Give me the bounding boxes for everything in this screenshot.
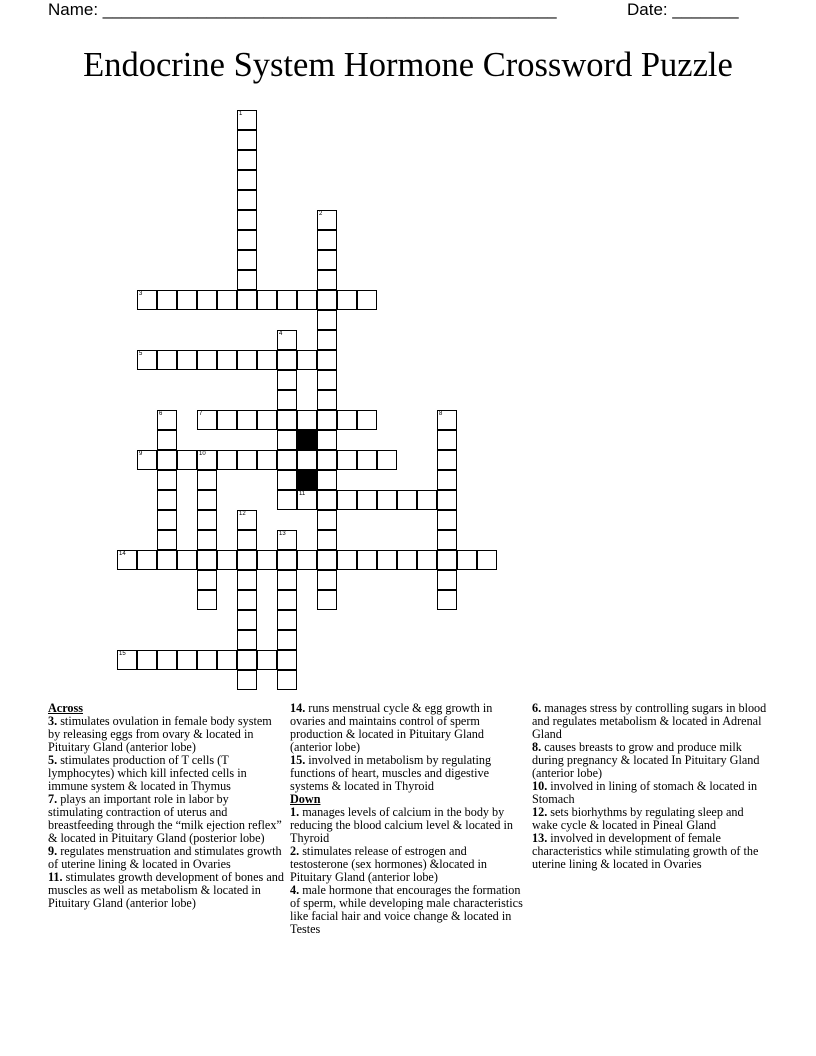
clue-down-4 [290, 884, 526, 936]
grid-cell[interactable] [277, 530, 297, 550]
grid-cell[interactable] [277, 590, 297, 610]
grid-cell[interactable] [197, 470, 217, 490]
grid-cell[interactable] [157, 430, 177, 450]
clue-number: 2. [290, 844, 300, 858]
grid-cell[interactable] [437, 450, 457, 470]
clue-number-label: 12 [239, 511, 246, 517]
clue-column-1 [48, 702, 284, 910]
grid-cell[interactable] [317, 250, 337, 270]
grid-cell[interactable] [137, 650, 157, 670]
grid-cell[interactable] [277, 550, 297, 570]
grid-cell[interactable] [177, 290, 197, 310]
grid-cell[interactable] [357, 410, 377, 430]
grid-cell[interactable] [277, 330, 297, 350]
grid-cell[interactable] [237, 630, 257, 650]
grid-cell[interactable] [197, 490, 217, 510]
grid-cell[interactable] [277, 470, 297, 490]
grid-cell[interactable] [257, 410, 277, 430]
grid-cell[interactable] [317, 330, 337, 350]
grid-cell[interactable] [377, 450, 397, 470]
grid-cell[interactable] [237, 410, 257, 430]
clue-number: 11. [48, 870, 63, 884]
grid-black-cell [297, 470, 317, 490]
grid-cell[interactable] [317, 530, 337, 550]
grid-cell[interactable] [437, 490, 457, 510]
grid-cell[interactable] [257, 450, 277, 470]
grid-cell[interactable] [137, 290, 157, 310]
clue-text: plays an important role in labor by stimulating contraction of uterus and breastfeeding through the “milk ejection reflex” & located in Pituitary Gland (posterior lobe) [48, 792, 282, 845]
grid-cell[interactable] [317, 290, 337, 310]
clue-number-label: 4 [279, 331, 283, 337]
grid-cell[interactable] [237, 670, 257, 690]
clue-down-13 [532, 832, 768, 871]
grid-cell[interactable] [137, 450, 157, 470]
clue-number: 10. [532, 779, 548, 793]
grid-cell[interactable] [157, 410, 177, 430]
grid-cell[interactable] [237, 250, 257, 270]
clue-number: 7. [48, 792, 58, 806]
clue-number-label: 3 [139, 291, 143, 297]
grid-cell[interactable] [317, 490, 337, 510]
clue-number-label: 8 [439, 411, 443, 417]
clue-number: 3. [48, 714, 58, 728]
grid-cell[interactable] [317, 390, 337, 410]
clue-number: 13. [532, 831, 548, 845]
grid-cell[interactable] [337, 490, 357, 510]
grid-cell[interactable] [397, 490, 417, 510]
grid-cell[interactable] [337, 550, 357, 570]
grid-cell[interactable] [417, 490, 437, 510]
clue-number-label: 13 [279, 531, 286, 537]
grid-cell[interactable] [437, 510, 457, 530]
grid-cell[interactable] [297, 450, 317, 470]
clue-text: stimulates release of estrogen and testosterone (sex hormones) &located in Pituitary Gland (anterior lobe) [290, 844, 487, 884]
clue-down-10 [532, 780, 768, 806]
grid-cell[interactable] [177, 650, 197, 670]
grid-cell[interactable] [437, 410, 457, 430]
clue-number-label: 5 [139, 351, 143, 357]
grid-cell[interactable] [277, 450, 297, 470]
clue-across-11 [48, 871, 284, 910]
grid-cell[interactable] [317, 210, 337, 230]
clue-text: involved in development of female characteristics while stimulating growth of the uterine lining & located in Ovaries [532, 831, 759, 871]
grid-cell[interactable] [157, 290, 177, 310]
grid-cell[interactable] [177, 350, 197, 370]
clue-number-label: 1 [239, 111, 243, 117]
grid-cell[interactable] [317, 410, 337, 430]
grid-cell[interactable] [237, 210, 257, 230]
grid-cell[interactable] [217, 450, 237, 470]
clue-text: involved in metabolism by regulating functions of heart, muscles and digestive systems & located in Thyroid [290, 753, 492, 793]
grid-cell[interactable] [237, 110, 257, 130]
grid-cell[interactable] [197, 450, 217, 470]
grid-cell[interactable] [197, 590, 217, 610]
clue-text: stimulates production of T cells (T lymphocytes) which kill infected cells in immune system & located in Thymus [48, 753, 247, 793]
grid-cell[interactable] [157, 510, 177, 530]
grid-cell[interactable] [277, 670, 297, 690]
clue-column-3 [532, 702, 768, 871]
grid-cell[interactable] [377, 550, 397, 570]
grid-cell[interactable] [237, 450, 257, 470]
clue-number: 4. [290, 883, 300, 897]
grid-cell[interactable] [417, 550, 437, 570]
date-line: Date: _______ [627, 0, 739, 19]
grid-cell[interactable] [277, 650, 297, 670]
grid-cell[interactable] [137, 550, 157, 570]
clue-across-3 [48, 715, 284, 754]
grid-cell[interactable] [197, 350, 217, 370]
grid-cell[interactable] [157, 550, 177, 570]
grid-cell[interactable] [357, 550, 377, 570]
grid-cell[interactable] [277, 410, 297, 430]
grid-cell[interactable] [297, 350, 317, 370]
grid-cell[interactable] [317, 230, 337, 250]
clue-across-15 [290, 754, 526, 793]
grid-cell[interactable] [397, 550, 417, 570]
grid-cell[interactable] [157, 450, 177, 470]
grid-cell[interactable] [217, 410, 237, 430]
clue-number: 6. [532, 701, 542, 715]
grid-cell[interactable] [317, 550, 337, 570]
clue-down-12 [532, 806, 768, 832]
clue-text: stimulates ovulation in female body system by releasing eggs from ovary & located in Pituitary Gland (anterior lobe) [48, 714, 272, 754]
grid-cell[interactable] [157, 490, 177, 510]
down-heading: Down [290, 792, 321, 806]
grid-cell[interactable] [237, 590, 257, 610]
clue-text: male hormone that encourages the formation of sperm, while developing male characteristics like facial hair and voice change & located in Testes [290, 883, 523, 936]
grid-cell[interactable] [197, 550, 217, 570]
grid-cell[interactable] [177, 550, 197, 570]
grid-cell[interactable] [117, 650, 137, 670]
grid-cell[interactable] [217, 350, 237, 370]
grid-cell[interactable] [277, 390, 297, 410]
clue-number: 14. [290, 701, 306, 715]
grid-cell[interactable] [297, 490, 317, 510]
clue-column-2 [290, 702, 526, 936]
grid-cell[interactable] [317, 270, 337, 290]
grid-cell[interactable] [277, 630, 297, 650]
clue-number: 1. [290, 805, 300, 819]
grid-cell[interactable] [237, 610, 257, 630]
grid-cell[interactable] [317, 450, 337, 470]
grid-cell[interactable] [437, 550, 457, 570]
grid-cell[interactable] [117, 550, 137, 570]
grid-cell[interactable] [257, 290, 277, 310]
grid-cell[interactable] [197, 410, 217, 430]
grid-cell[interactable] [217, 650, 237, 670]
grid-cell[interactable] [437, 590, 457, 610]
grid-cell[interactable] [237, 230, 257, 250]
clue-number-label: 6 [159, 411, 163, 417]
grid-cell[interactable] [197, 570, 217, 590]
clue-across-14 [290, 702, 526, 754]
grid-cell[interactable] [237, 190, 257, 210]
grid-cell[interactable] [437, 430, 457, 450]
grid-cell[interactable] [297, 410, 317, 430]
clue-text: manages stress by controlling sugars in blood and regulates metabolism & located in Adrenal Gland [532, 701, 767, 741]
grid-cell[interactable] [357, 490, 377, 510]
grid-cell[interactable] [277, 430, 297, 450]
grid-cell[interactable] [357, 450, 377, 470]
grid-cell[interactable] [237, 270, 257, 290]
grid-cell[interactable] [317, 350, 337, 370]
grid-cell[interactable] [197, 530, 217, 550]
clue-down-1 [290, 806, 526, 845]
clue-number: 9. [48, 844, 58, 858]
grid-cell[interactable] [377, 490, 397, 510]
clue-number-label: 15 [119, 651, 126, 657]
grid-cell[interactable] [277, 370, 297, 390]
grid-black-cell [297, 430, 317, 450]
clue-text: causes breasts to grow and produce milk during pregnancy & located In Pituitary Gland (anterior lobe) [532, 740, 760, 780]
clue-across-9 [48, 845, 284, 871]
grid-cell[interactable] [237, 350, 257, 370]
grid-cell[interactable] [317, 310, 337, 330]
grid-cell[interactable] [237, 570, 257, 590]
clue-text: manages levels of calcium in the body by reducing the blood calcium level & located in Thyroid [290, 805, 514, 845]
grid-cell[interactable] [237, 650, 257, 670]
clue-number: 5. [48, 753, 58, 767]
grid-cell[interactable] [317, 590, 337, 610]
grid-cell[interactable] [257, 650, 277, 670]
clue-number-label: 10 [199, 451, 206, 457]
grid-cell[interactable] [237, 530, 257, 550]
grid-cell[interactable] [297, 290, 317, 310]
clue-text: runs menstrual cycle & egg growth in ovaries and maintains control of sperm production & located in Pituitary Gland (anterior lobe) [290, 701, 493, 754]
grid-cell[interactable] [277, 570, 297, 590]
grid-cell[interactable] [157, 650, 177, 670]
grid-cell[interactable] [317, 370, 337, 390]
grid-cell[interactable] [337, 290, 357, 310]
grid-cell[interactable] [197, 650, 217, 670]
grid-cell[interactable] [277, 490, 297, 510]
grid-cell[interactable] [297, 550, 317, 570]
grid-cell[interactable] [477, 550, 497, 570]
grid-cell[interactable] [257, 550, 277, 570]
grid-cell[interactable] [317, 570, 337, 590]
grid-cell[interactable] [157, 470, 177, 490]
grid-cell[interactable] [217, 550, 237, 570]
grid-cell[interactable] [237, 170, 257, 190]
grid-cell[interactable] [137, 350, 157, 370]
grid-cell[interactable] [317, 470, 337, 490]
grid-cell[interactable] [337, 450, 357, 470]
clue-text: regulates menstruation and stimulates growth of uterine lining & located in Ovaries [48, 844, 282, 871]
clue-number: 8. [532, 740, 542, 754]
clue-number: 15. [290, 753, 306, 767]
clue-down-8 [532, 741, 768, 780]
grid-cell[interactable] [217, 290, 237, 310]
clue-text: involved in lining of stomach & located in Stomach [532, 779, 758, 806]
page-title: Endocrine System Hormone Crossword Puzzle [83, 46, 733, 84]
grid-cell[interactable] [157, 350, 177, 370]
grid-cell[interactable] [437, 570, 457, 590]
clue-number-label: 7 [199, 411, 203, 417]
clue-across-5 [48, 754, 284, 793]
grid-cell[interactable] [437, 530, 457, 550]
clue-text: sets biorhythms by regulating sleep and wake cycle & located in Pineal Gland [532, 805, 744, 832]
grid-cell[interactable] [277, 290, 297, 310]
clue-down-2 [290, 845, 526, 884]
clue-across-7 [48, 793, 284, 845]
clue-text: stimulates growth development of bones and muscles as well as metabolism & located in Pituitary Gland (anterior lobe) [48, 870, 284, 910]
across-heading: Across [48, 701, 83, 715]
clue-down-6 [532, 702, 768, 741]
grid-cell[interactable] [237, 510, 257, 530]
grid-cell[interactable] [177, 450, 197, 470]
grid-cell[interactable] [277, 610, 297, 630]
grid-cell[interactable] [357, 290, 377, 310]
clue-number: 12. [532, 805, 548, 819]
grid-cell[interactable] [257, 350, 277, 370]
grid-cell[interactable] [157, 530, 177, 550]
clue-number-label: 2 [319, 211, 323, 217]
grid-cell[interactable] [237, 550, 257, 570]
grid-cell[interactable] [437, 470, 457, 490]
grid-cell[interactable] [237, 130, 257, 150]
name-line: Name: ________________________________________________ [48, 0, 557, 19]
grid-cell[interactable] [317, 510, 337, 530]
grid-cell[interactable] [337, 410, 357, 430]
clue-number-label: 14 [119, 551, 126, 557]
grid-cell[interactable] [197, 290, 217, 310]
grid-cell[interactable] [457, 550, 477, 570]
clue-number-label: 9 [139, 451, 143, 457]
grid-cell[interactable] [277, 350, 297, 370]
grid-cell[interactable] [237, 150, 257, 170]
grid-cell[interactable] [237, 290, 257, 310]
grid-cell[interactable] [317, 430, 337, 450]
grid-cell[interactable] [197, 510, 217, 530]
clue-number-label: 11 [299, 491, 306, 497]
